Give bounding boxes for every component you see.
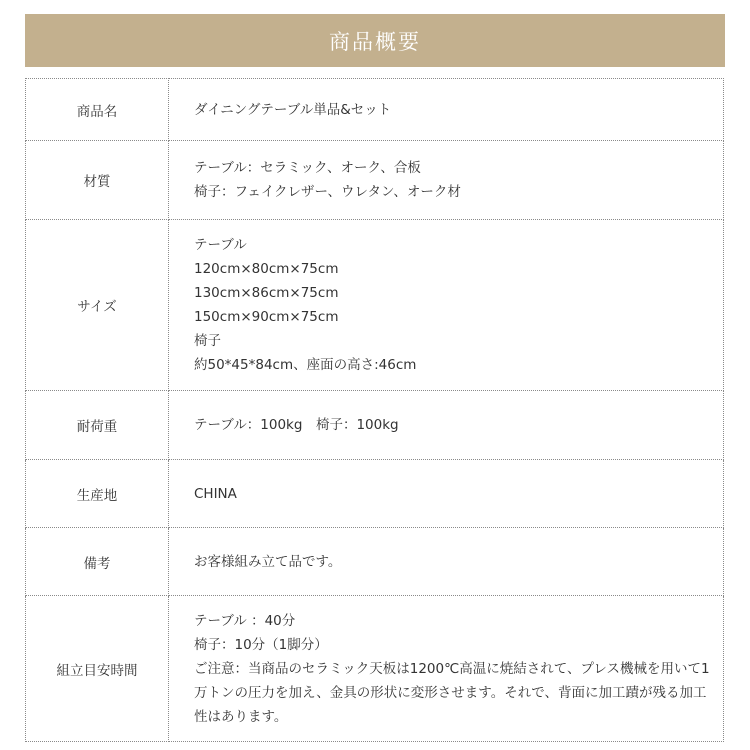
spec-value	[169, 460, 724, 528]
spec-value-line: ダイニングテーブル単品&セット	[194, 101, 392, 118]
spec-value-line: CHINA	[194, 485, 237, 502]
spec-value-line: 120cm×80cm×75cm	[194, 261, 339, 277]
spec-value	[169, 596, 724, 742]
spec-label: 備考	[26, 528, 169, 596]
spec-label: 材質	[26, 141, 169, 220]
spec-value-line: 150cm×90cm×75cm	[194, 309, 339, 325]
spec-row-assembly-time	[26, 596, 724, 742]
spec-value-line: ご注意：当商品のセラミック天板は1200℃高温に焼結されて、プレス機械を用いて1万トンの圧力を加え、金具の形状に変形させます。それで、背面に加工蹟が残る加工性はあります。	[194, 660, 710, 725]
section-header	[25, 14, 725, 67]
spec-value-line: 椅子	[194, 333, 221, 349]
spec-row-origin	[26, 460, 724, 528]
spec-row-size	[26, 220, 724, 391]
spec-label: 耐荷重	[26, 391, 169, 460]
spec-value	[169, 141, 724, 220]
spec-value-line: テーブル	[194, 237, 247, 253]
spec-value	[169, 391, 724, 460]
spec-label: 生産地	[26, 460, 169, 528]
spec-value-line: 約50*45*84cm、座面の高さ:46cm	[194, 357, 417, 373]
product-spec-table	[25, 78, 724, 742]
spec-value-line: 椅子：10分（1脚分）	[194, 636, 328, 653]
spec-value-line: テーブル：100kg 椅子：100kg	[194, 417, 399, 433]
section-title: 商品概要	[329, 29, 421, 54]
spec-label: サイズ	[26, 220, 169, 391]
spec-value-line: お客様組み立て品です。	[194, 553, 342, 570]
spec-value-line: 椅子：フェイクレザー、ウレタン、オーク材	[194, 184, 461, 200]
spec-value	[169, 220, 724, 391]
spec-row-load-capacity	[26, 391, 724, 460]
spec-row-product-name	[26, 79, 724, 141]
spec-label: 組立目安時間	[26, 596, 169, 742]
spec-row-material	[26, 141, 724, 220]
spec-value-line: テーブル：セラミック、オーク、合板	[194, 160, 421, 176]
spec-value-line: テーブル ：40分	[194, 612, 296, 629]
spec-value	[169, 528, 724, 596]
spec-row-notes	[26, 528, 724, 596]
spec-value	[169, 79, 724, 141]
spec-label: 商品名	[26, 79, 169, 141]
spec-value-line: 130cm×86cm×75cm	[194, 285, 339, 301]
